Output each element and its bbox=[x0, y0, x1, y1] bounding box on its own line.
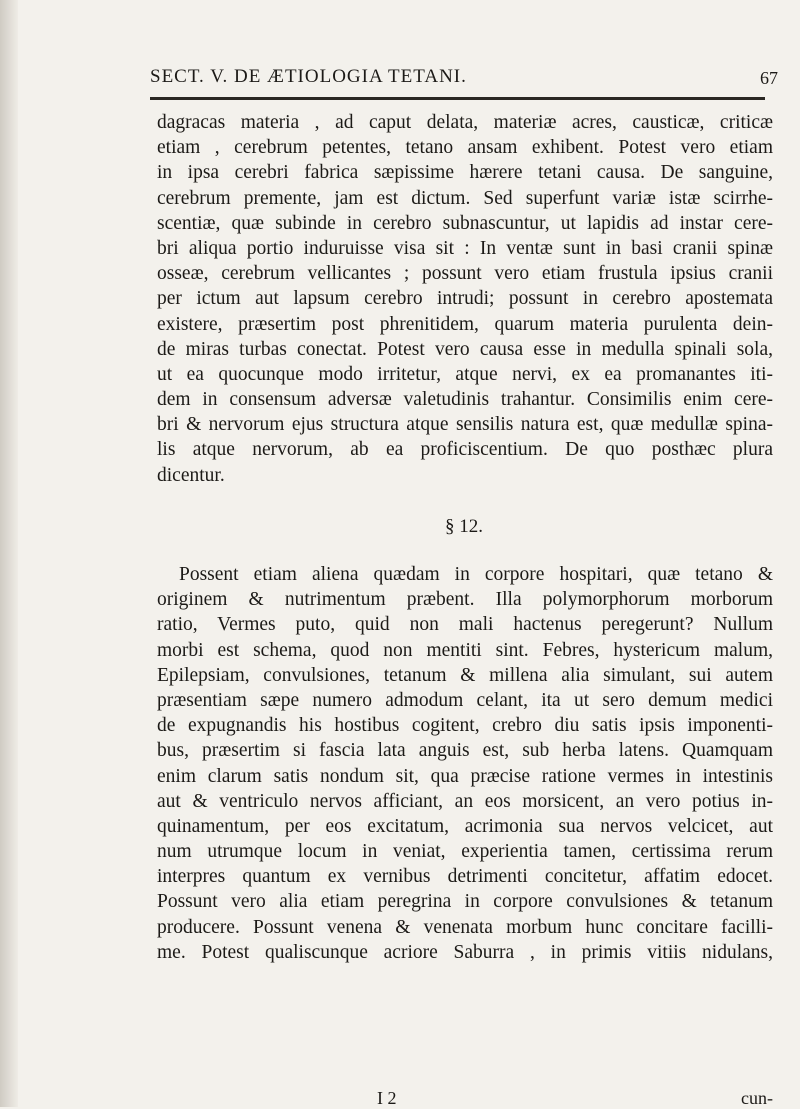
text-line: osseæ, cerebrum vellicantes ; possunt vero etiam frustula ipsius cranii bbox=[157, 263, 773, 285]
paragraph-2 bbox=[157, 562, 773, 965]
text-line: Possent etiam aliena quædam in corpore hospitari, quæ tetano & bbox=[179, 564, 773, 585]
running-head: SECT. V. DE ÆTIOLOGIA TETANI. bbox=[150, 66, 467, 87]
page-header bbox=[150, 66, 778, 94]
text-line: aut & ventriculo nervos afficiant, an eos morsicent, an vero potius in- bbox=[157, 790, 773, 812]
text-line: bri & nervorum ejus structura atque sensilis natura est, quæ medullæ spina- bbox=[157, 414, 773, 436]
text-line: scentiæ, quæ subinde in cerebro subnascuntur, ut lapidis ad instar cere- bbox=[157, 212, 773, 234]
text-line: me. Potest qualiscunque acriore Saburra , in primis vitiis nidulans, bbox=[157, 941, 773, 963]
text-line: enim clarum satis nondum sit, qua præcise ratione vermes in intestinis bbox=[157, 765, 773, 787]
text-line: existere, præsertim post phrenitidem, quarum materia purulenta dein- bbox=[157, 313, 773, 335]
section-number: § 12. bbox=[445, 516, 483, 537]
page-number: 67 bbox=[760, 68, 778, 88]
text-line: num utrumque locum in veniat, experientia tamen, certissima rerum bbox=[157, 841, 773, 863]
text-line: Epilepsiam, convulsiones, tetanum & millena alia simulant, sui autem bbox=[157, 664, 773, 686]
header-rule bbox=[150, 97, 765, 100]
text-line: bus, præsertim si fascia lata anguis est, sub herba latens. Quamquam bbox=[157, 740, 773, 762]
text-line: morbi est schema, quod non mentiti sint. Febres, hystericum malum, bbox=[157, 639, 773, 661]
text-line: ratio, Vermes puto, quid non mali hactenus peregerunt? Nullum bbox=[157, 614, 773, 636]
signature-mark: I 2 bbox=[377, 1088, 397, 1108]
text-line: de expugnandis his hostibus cogitent, crebro diu satis ipsis imponenti- bbox=[157, 715, 773, 737]
text-line: de miras turbas conectat. Potest vero causa esse in medulla spinali sola, bbox=[157, 338, 773, 360]
text-line: interpres quantum ex vernibus detrimenti concitetur, affatim edocet. bbox=[157, 866, 773, 888]
text-line: producere. Possunt venena & venenata morbum hunc concitare facilli- bbox=[157, 916, 773, 938]
text-line: per ictum aut lapsum cerebro intrudi; possunt in cerebro apostemata bbox=[157, 288, 773, 310]
binding-gutter bbox=[0, 0, 18, 1107]
text-line: dagracas materia , ad caput delata, materiæ acres, causticæ, criticæ bbox=[157, 112, 773, 133]
text-line: originem & nutrimentum præbent. Illa polymorphorum morborum bbox=[157, 589, 773, 611]
text-line: præsentiam sæpe numero admodum celant, ita ut sero demum medici bbox=[157, 689, 773, 711]
text-line: etiam , cerebrum petentes, tetano ansam exhibent. Potest vero etiam bbox=[157, 137, 773, 159]
text-line: in ipsa cerebri fabrica sæpissime hærere tetani causa. De sanguine, bbox=[157, 162, 773, 184]
catchword: cun- bbox=[741, 1088, 773, 1108]
text-line: lis atque nervorum, ab ea proficiscentium. De quo posthæc plura bbox=[157, 439, 773, 461]
text-line: bri aliqua portio induruisse visa sit : In ventæ sunt in basi cranii spinæ bbox=[157, 237, 773, 259]
page-footer bbox=[157, 1088, 773, 1108]
text-line: cerebrum premente, jam est dictum. Sed superfunt variæ istæ scirrhe- bbox=[157, 187, 773, 209]
text-line: Possunt vero alia etiam peregrina in corpore convulsiones & tetanum bbox=[157, 891, 773, 913]
paragraph-1 bbox=[157, 110, 773, 488]
text-line: dem in consensum adversæ valetudinis trahantur. Consimilis enim cere- bbox=[157, 389, 773, 411]
text-line: quinamentum, per eos excitatum, acrimonia sua nervos velcicet, aut bbox=[157, 815, 773, 837]
text-line: dicentur. bbox=[157, 464, 225, 486]
text-line: ut ea quocunque modo irritetur, atque nervi, ex ea promanantes iti- bbox=[157, 363, 773, 385]
